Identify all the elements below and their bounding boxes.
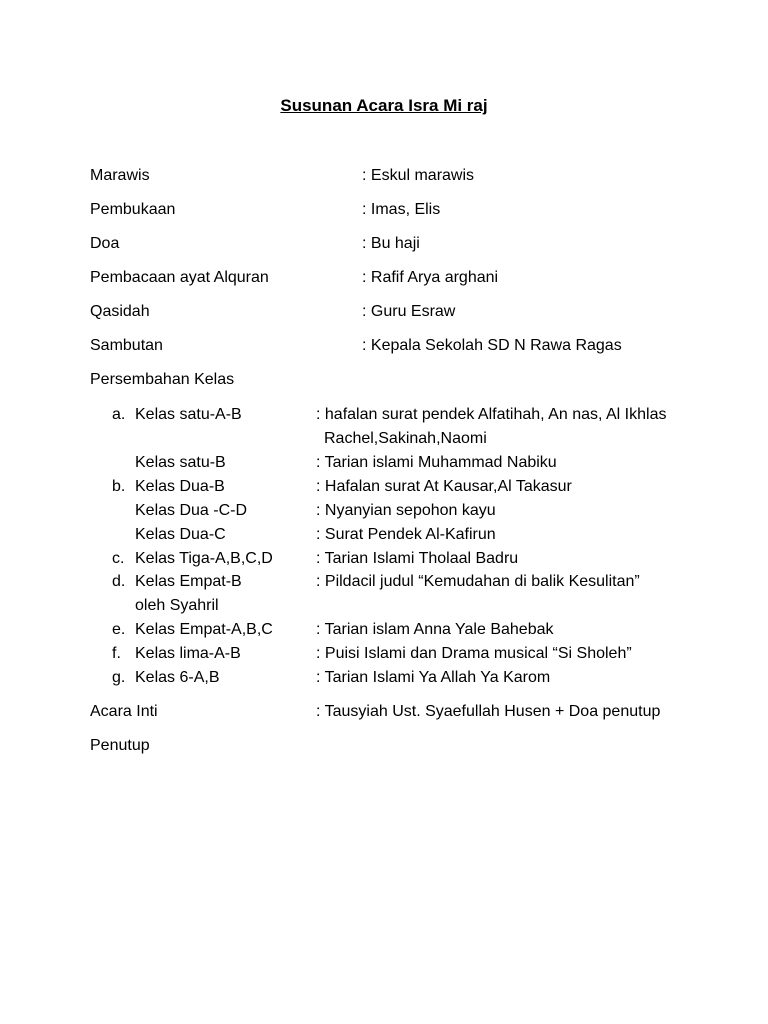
class-label: Kelas Tiga-A,B,C,D [135, 550, 273, 567]
row-label-sambutan: Sambutan [90, 337, 163, 354]
class-label: Kelas 6-A,B [135, 669, 220, 686]
class-value: : Tarian islam Anna Yale Bahebak [316, 621, 554, 638]
list-marker: b. [112, 478, 126, 495]
row-value-qasidah: : Guru Esraw [362, 303, 456, 320]
list-marker: c. [112, 550, 125, 567]
class-label: Kelas Dua-C [135, 526, 226, 543]
class-label-continuation: oleh Syahril [135, 597, 219, 614]
class-value: : Tarian Islami Tholaal Badru [316, 550, 519, 567]
class-label: Kelas Empat-A,B,C [135, 621, 273, 638]
row-label-pembukaan: Pembukaan [90, 201, 176, 218]
class-value: : Surat Pendek Al-Kafirun [316, 526, 496, 543]
class-value: : Hafalan surat At Kausar,Al Takasur [316, 478, 572, 495]
class-label: Kelas Dua-B [135, 478, 225, 495]
class-value-continuation: Rachel,Sakinah,Naomi [324, 430, 487, 447]
row-value-pembukaan: : Imas, Elis [362, 201, 441, 218]
list-marker: d. [112, 573, 126, 590]
acara-inti-value: : Tausyiah Ust. Syaefullah Husen + Doa penutup [316, 703, 661, 720]
persembahan-heading: Persembahan Kelas [90, 371, 235, 388]
class-value: : hafalan surat pendek Alfatihah, An nas, Al Ikhlas [316, 406, 667, 423]
class-value: : Nyanyian sepohon kayu [316, 502, 496, 519]
class-value: : Puisi Islami dan Drama musical “Si Sholeh” [316, 645, 632, 662]
list-marker: g. [112, 669, 126, 686]
class-label: Kelas Dua -C-D [135, 502, 248, 519]
row-value-pembacaan: : Rafif Arya arghani [362, 269, 499, 286]
penutup-label: Penutup [90, 737, 150, 754]
class-value: : Tarian Islami Ya Allah Ya Karom [316, 669, 551, 686]
row-value-sambutan: : Kepala Sekolah SD N Rawa Ragas [362, 337, 622, 354]
row-value-marawis: : Eskul marawis [362, 167, 475, 184]
class-label: Kelas satu-A-B [135, 406, 242, 423]
class-label: Kelas Empat-B [135, 573, 242, 590]
row-label-doa: Doa [90, 235, 120, 252]
list-marker: f. [112, 645, 121, 662]
list-marker: a. [112, 406, 126, 423]
list-marker: e. [112, 621, 126, 638]
document-title: Susunan Acara Isra Mi raj [280, 96, 488, 115]
class-value: : Tarian islami Muhammad Nabiku [316, 454, 557, 471]
class-label: Kelas lima-A-B [135, 645, 241, 662]
row-label-qasidah: Qasidah [90, 303, 150, 320]
row-label-marawis: Marawis [90, 167, 150, 184]
row-label-pembacaan: Pembacaan ayat Alquran [90, 269, 269, 286]
class-value: : Pildacil judul “Kemudahan di balik Kesulitan” [316, 573, 640, 590]
row-value-doa: : Bu haji [362, 235, 420, 252]
class-label: Kelas satu-B [135, 454, 226, 471]
acara-inti-label: Acara Inti [90, 703, 158, 720]
